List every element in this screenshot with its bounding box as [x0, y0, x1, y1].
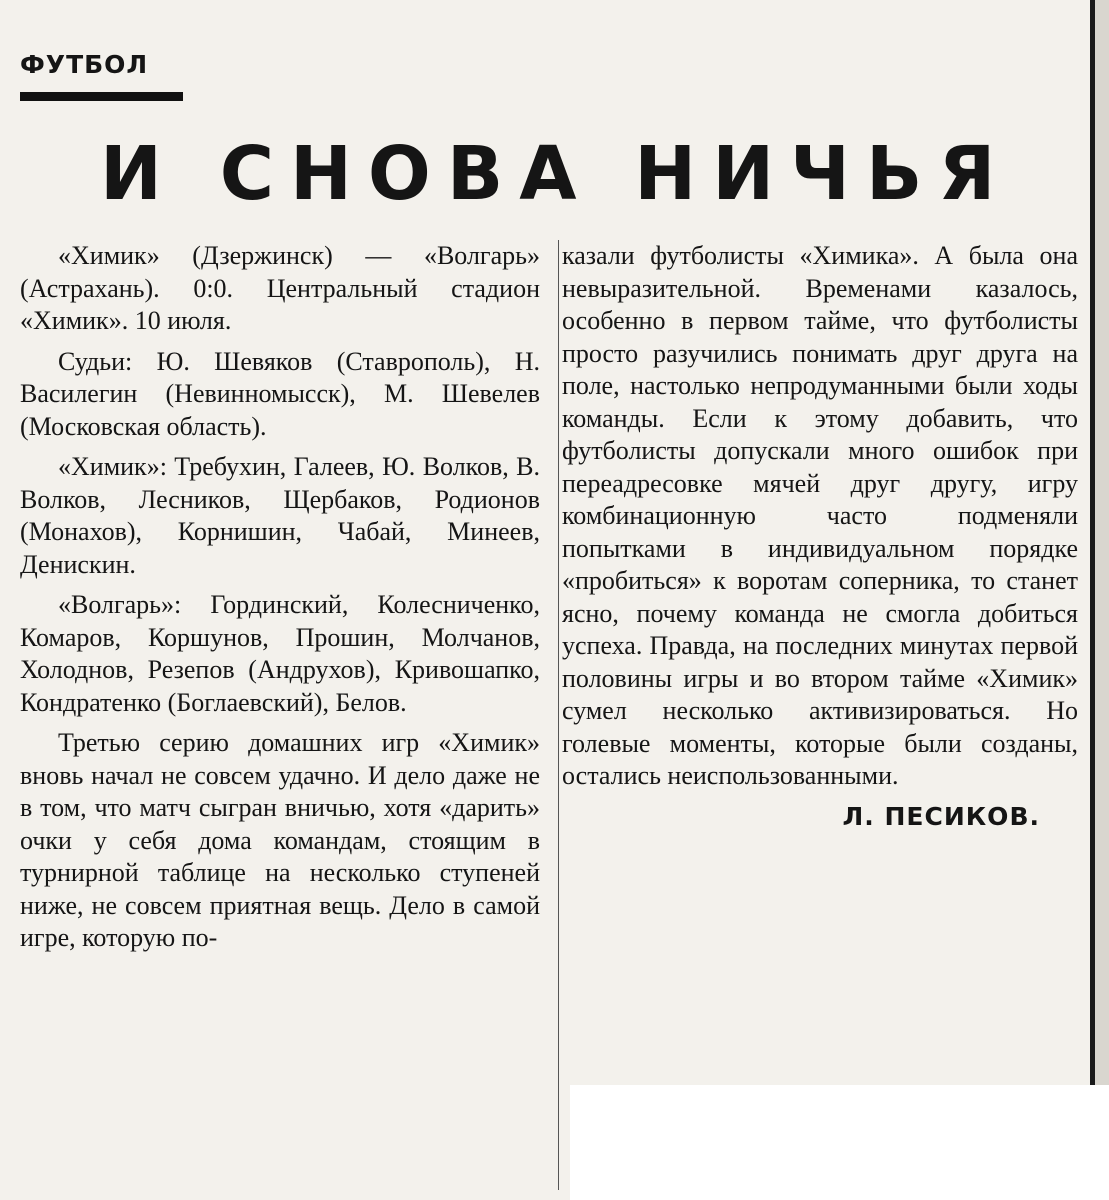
column-divider	[558, 240, 559, 1190]
headline: И СНОВА НИЧЬЯ	[100, 131, 1012, 217]
right-column	[562, 240, 1078, 833]
khimik-lineup-paragraph: «Химик»: Требухин, Галеев, Ю. Волков, В. Волков, Лесников, Щербаков, Родионов (Монахов), Корнишин, Чабай, Минеев, Денискин.	[20, 452, 540, 579]
left-column	[20, 240, 540, 963]
right-margin	[1095, 0, 1109, 1200]
article-continuation-paragraph: казали футболисты «Химика». А была она невыразительной. Временами казалось, особенно в первом тайме, что футболисты просто разучились понимать друг друга на поле, настолько непродуманными были ходы команды. Если к этому добавить, что футболисты допускали много ошибок при переадресовке мячей друг другу, игру комбинационную часто подменяли попытками в индивидуальном порядке «пробиться» к воротам соперника, то станет ясно, почему команда не смогла добиться успеха. Правда, на последних минутах первой половины игры и во втором тайме «Химик» сумел несколько активизироваться. Но голевые моменты, которые были созданы, остались неиспользованными.	[562, 241, 1078, 790]
author-signature: Л. ПЕСИКОВ.	[842, 801, 1040, 831]
article-paragraph: Третью серию домашних игр «Химик» вновь начал не совсем удачно. И дело даже не в том, что матч сыгран вничью, хотя «дарить» очки у себя дома командам, стоящим в турнирной таблице на несколько ступеней ниже, не совсем приятная вещь. Дело в самой игре, которую по-	[20, 728, 540, 952]
rubric: ФУТБОЛ	[20, 50, 149, 79]
referees-paragraph: Судьи: Ю. Шевяков (Ставрополь), Н. Василегин (Невинномысск), М. Шевелев (Московская область).	[20, 346, 540, 441]
rubric-underline	[20, 92, 183, 101]
blank-corner	[570, 1085, 1109, 1200]
match-info-paragraph: «Химик» (Дзержинск) — «Волгарь» (Астрахань). 0:0. Центральный стадион «Химик». 10 июля.	[20, 241, 540, 335]
volgar-lineup-paragraph: «Волгарь»: Гординский, Колесниченко, Комаров, Коршунов, Прошин, Молчанов, Холоднов, Резепов (Андрухов), Кривошапко, Кондратенко (Боглаевский), Белов.	[20, 590, 540, 717]
